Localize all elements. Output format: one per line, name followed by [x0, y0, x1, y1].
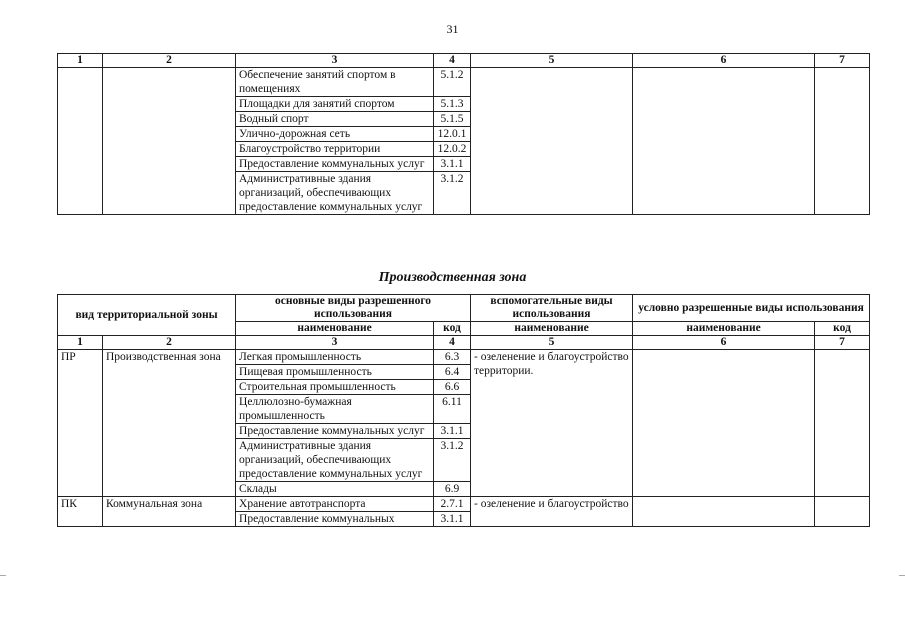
aux-uses-cell — [471, 68, 633, 215]
use-name: Пищевая промышленность — [236, 365, 434, 380]
col-number-2: 2 — [103, 336, 236, 350]
use-name: Обеспечение занятий спортом в помещениях — [236, 68, 434, 97]
use-code: 3.1.1 — [434, 512, 471, 527]
use-code: 12.0.2 — [434, 142, 471, 157]
use-name: Хранение автотранспорта — [236, 497, 434, 512]
col-number-1: 1 — [58, 336, 103, 350]
aux-uses: - озеленение и благоустройство территории. — [471, 350, 633, 497]
use-name: Водный спорт — [236, 112, 434, 127]
page-number: 31 — [446, 22, 459, 36]
col-number-7: 7 — [815, 54, 870, 68]
use-code: 5.1.2 — [434, 68, 471, 97]
col-number-1: 1 — [58, 54, 103, 68]
zone-code: ПР — [58, 350, 103, 497]
use-name: Площадки для занятий спортом — [236, 97, 434, 112]
use-name: Предоставление коммунальных — [236, 512, 434, 527]
use-code: 5.1.5 — [434, 112, 471, 127]
use-code: 2.7.1 — [434, 497, 471, 512]
use-name: Строительная промышленность — [236, 380, 434, 395]
header-main-code: код — [434, 322, 471, 336]
header-cond-name: наименование — [633, 322, 815, 336]
col-number-6: 6 — [633, 54, 815, 68]
col-number-5: 5 — [471, 336, 633, 350]
use-name: Административные здания организаций, обеспечивающих предоставление коммунальных услуг — [236, 439, 434, 482]
table-row — [58, 497, 870, 512]
aux-uses: - озеленение и благоустройство — [471, 497, 633, 527]
use-name: Легкая промышленность — [236, 350, 434, 365]
header-aux-name: наименование — [471, 322, 633, 336]
header-main-uses: основные виды разрешенного использования — [236, 295, 471, 322]
cond-uses-cell — [633, 350, 815, 497]
col-number-6: 6 — [633, 336, 815, 350]
zone-code: ПК — [58, 497, 103, 527]
production-zone-table — [57, 294, 870, 527]
use-code: 6.9 — [434, 482, 471, 497]
cond-code-cell — [815, 497, 870, 527]
col-number-3: 3 — [236, 54, 434, 68]
header-aux-uses: вспомогательные виды использования — [471, 295, 633, 322]
use-code: 3.1.2 — [434, 172, 471, 215]
scan-edge-mark — [0, 575, 6, 576]
use-name: Целлюлозно-бумажная промышленность — [236, 395, 434, 424]
use-code: 3.1.1 — [434, 157, 471, 172]
use-code: 5.1.3 — [434, 97, 471, 112]
use-name: Предоставление коммунальных услуг — [236, 157, 434, 172]
cond-uses-cell — [633, 68, 815, 215]
use-name: Склады — [236, 482, 434, 497]
continuation-table — [57, 53, 870, 215]
col-number-2: 2 — [103, 54, 236, 68]
zone-name: Производственная зона — [103, 350, 236, 497]
table-row — [58, 68, 870, 97]
use-code: 12.0.1 — [434, 127, 471, 142]
cond-code-cell — [815, 350, 870, 497]
col-number-4: 4 — [434, 336, 471, 350]
zone-name: Коммунальная зона — [103, 497, 236, 527]
scan-edge-mark — [899, 575, 905, 576]
use-code: 3.1.1 — [434, 424, 471, 439]
col-number-5: 5 — [471, 54, 633, 68]
use-code: 6.6 — [434, 380, 471, 395]
use-code: 6.3 — [434, 350, 471, 365]
use-name: Административные здания организаций, обеспечивающих предоставление коммунальных услуг — [236, 172, 434, 215]
header-zone-type: вид территориальной зоны — [58, 295, 236, 336]
use-name: Улично-дорожная сеть — [236, 127, 434, 142]
header-cond-uses: условно разрешенные виды использования — [633, 295, 870, 322]
cond-code-cell — [815, 68, 870, 215]
header-main-name: наименование — [236, 322, 434, 336]
use-name: Благоустройство территории — [236, 142, 434, 157]
table-row — [58, 350, 870, 365]
zone-name-cell — [103, 68, 236, 215]
use-code: 3.1.2 — [434, 439, 471, 482]
section-title: Производственная зона — [378, 270, 527, 285]
col-number-3: 3 — [236, 336, 434, 350]
header-cond-code: код — [815, 322, 870, 336]
use-code: 6.11 — [434, 395, 471, 424]
use-code: 6.4 — [434, 365, 471, 380]
cond-uses-cell — [633, 497, 815, 527]
col-number-4: 4 — [434, 54, 471, 68]
col-number-7: 7 — [815, 336, 870, 350]
zone-code-cell — [58, 68, 103, 215]
use-name: Предоставление коммунальных услуг — [236, 424, 434, 439]
